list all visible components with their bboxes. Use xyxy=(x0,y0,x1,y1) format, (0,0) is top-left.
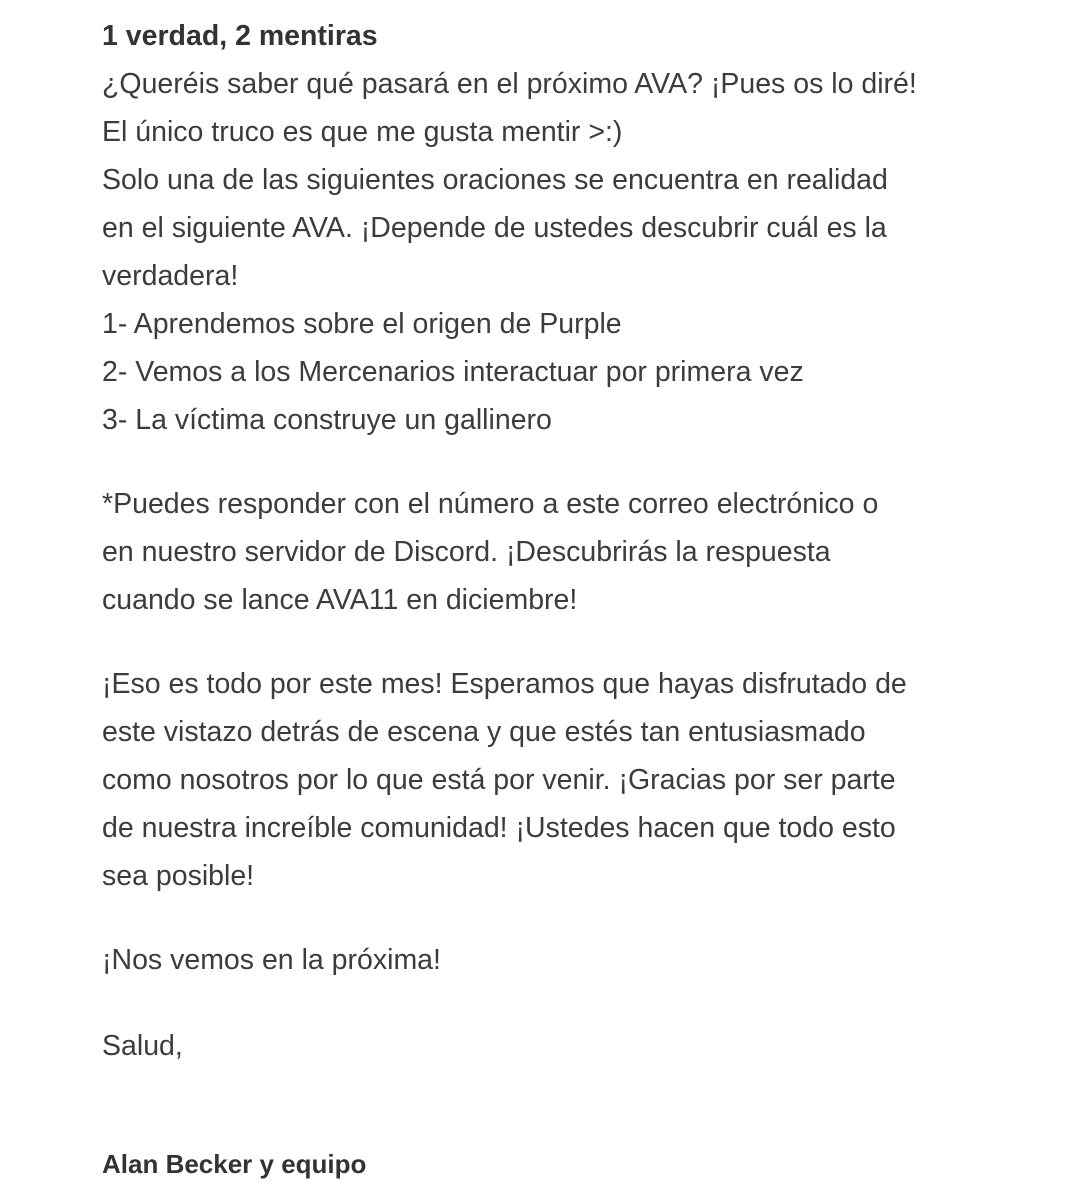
intro-line: ¿Queréis saber qué pasará en el próximo AVA? ¡Pues os lo diré! xyxy=(102,68,917,100)
intro-line: en el siguiente AVA. ¡Depende de ustedes descubrir cuál es la xyxy=(102,212,887,244)
intro-line: verdadera! xyxy=(102,260,239,292)
option-item: 1- Aprendemos sobre el origen de Purple xyxy=(102,308,622,340)
intro-line: Solo una de las siguientes oraciones se encuentra en realidad xyxy=(102,164,888,196)
note-paragraph xyxy=(102,480,1012,624)
closing-paragraph xyxy=(102,660,1012,900)
signature: Alan Becker y equipo xyxy=(102,1149,367,1179)
closing-line: este vistazo detrás de escena y que estés tan entusiasmado xyxy=(102,716,866,748)
option-item: 3- La víctima construye un gallinero xyxy=(102,404,552,436)
salutation-text: Salud, xyxy=(102,1030,183,1062)
closing-line: ¡Eso es todo por este mes! Esperamos que hayas disfrutado de xyxy=(102,668,907,700)
options-list xyxy=(102,300,1012,444)
note-line: *Puedes responder con el número a este correo electrónico o xyxy=(102,488,879,520)
farewell-text: ¡Nos vemos en la próxima! xyxy=(102,944,441,976)
intro-paragraph xyxy=(102,60,1012,300)
closing-line: como nosotros por lo que está por venir. ¡Gracias por ser parte xyxy=(102,764,896,796)
closing-line: de nuestra increíble comunidad! ¡Ustedes hacen que todo esto xyxy=(102,812,896,844)
note-line: en nuestro servidor de Discord. ¡Descubrirás la respuesta xyxy=(102,536,831,568)
closing-line: sea posible! xyxy=(102,860,255,892)
option-item: 2- Vemos a los Mercenarios interactuar por primera vez xyxy=(102,356,804,388)
intro-line: El único truco es que me gusta mentir >:) xyxy=(102,116,623,148)
section-title: 1 verdad, 2 mentiras xyxy=(102,20,378,52)
note-line: cuando se lance AVA11 en diciembre! xyxy=(102,584,578,616)
email-body xyxy=(102,12,1012,1188)
